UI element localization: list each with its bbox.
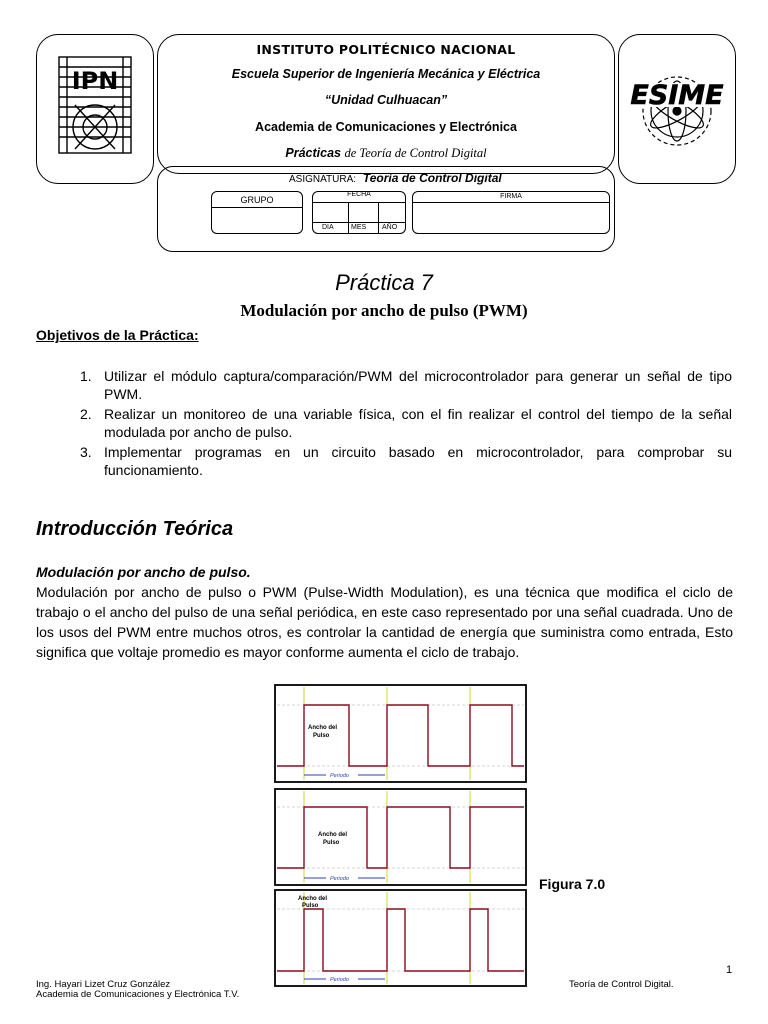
pwm-panel-2 [275, 789, 526, 885]
panel1-label-2: Pulso [313, 733, 330, 739]
objectives-list [80, 368, 732, 479]
date-field[interactable] [312, 191, 406, 234]
school-name: Escuela Superior de Ingeniería Mecánica y Eléctrica [231, 67, 541, 81]
date-label: FECHA [347, 191, 371, 198]
esime-logo-box [618, 34, 736, 184]
esime-logo [622, 59, 732, 159]
academy-name: Academia de Comunicaciones y Electrónica [255, 120, 517, 134]
pwm-panel-1 [275, 685, 526, 782]
period-label-3: Periodo [330, 977, 349, 983]
footer-academy: Academia de Comunicaciones y Electrónica T.V. [36, 989, 240, 1000]
group-field[interactable] [211, 191, 303, 234]
month-label: MES [351, 224, 367, 231]
panel3-label-1: Ancho del [298, 896, 328, 902]
svg-text:IPN: IPN [71, 67, 119, 95]
panel3-label-2: Pulso [302, 903, 319, 909]
pwm-figure [272, 682, 532, 988]
period-label-1: Periodo [330, 773, 349, 779]
footer-course: Teoría de Control Digital. [569, 979, 674, 990]
day-label: DIA [322, 224, 334, 231]
practices-prefix: Prácticas [285, 146, 341, 160]
panel2-label-2: Pulso [323, 840, 340, 846]
objective-item [80, 406, 732, 441]
objective-number: 1. [80, 368, 92, 384]
practice-subtitle: Modulación por ancho de pulso (PWM) [240, 301, 528, 320]
objective-item [80, 444, 732, 479]
period-label-2: Periodo [330, 876, 349, 882]
practices-line [157, 146, 615, 161]
practice-title: Práctica 7 [335, 270, 433, 295]
panel2-label-1: Ancho del [318, 832, 348, 838]
svg-text:ESIME: ESIME [630, 80, 724, 111]
subject-label: ASIGNATURA: [289, 174, 357, 185]
pwm-panel-3 [275, 890, 526, 986]
practice-title-wrap [0, 270, 768, 296]
objective-text: Utilizar el módulo captura/comparación/PWM del microcontrolador para generar un señal de tipo PWM. [104, 368, 732, 402]
pwm-heading: Modulación por ancho de pulso. [36, 564, 251, 580]
objective-number: 2. [80, 406, 92, 422]
unit-name: “Unidad Culhuacan” [324, 93, 448, 107]
ipn-logo [45, 47, 145, 167]
institute-name: INSTITUTO POLITÉCNICO NACIONAL [256, 42, 516, 57]
ipn-logo-box [36, 34, 154, 184]
panel1-label-1: Ancho del [308, 725, 338, 731]
figure-caption: Figura 7.0 [539, 876, 606, 892]
pwm-paragraph: Modulación por ancho de pulso o PWM (Pulse-Width Modulation), es una técnica que modifica el ciclo de trabajo o el ancho del pulso de una señal periódica, en este caso representado por una señal cuadrada. Uno de los usos del PWM entre muchos otros, es controlar la cantidad de energía que suministra como entrada, Esto significa que voltaje promedio es mayor conforme aumenta el ciclo de trabajo. [36, 584, 733, 660]
intro-heading: Introducción Teórica [36, 518, 234, 540]
objective-text: Realizar un monitoreo de una variable física, con el fin realizar el control del tiempo de la señal modulada por ancho de pulso. [104, 406, 732, 440]
group-label: GRUPO [240, 195, 274, 205]
year-label: AÑO [382, 224, 398, 231]
signature-label: FIRMA [500, 193, 522, 200]
page-number: 1 [726, 964, 733, 976]
objective-number: 3. [80, 444, 92, 460]
footer-author: Ing. Hayari Lizet Cruz González [36, 979, 171, 990]
subject-line [289, 171, 502, 185]
objective-text: Implementar programas en un circuito basado en microcontrolador, para comprobar su funcionamiento. [104, 444, 732, 478]
objective-item [80, 368, 732, 403]
subject-value: Teoría de Control Digital [362, 171, 502, 185]
practices-suffix: de Teoría de Control Digital [344, 146, 487, 160]
signature-field[interactable] [412, 191, 610, 234]
objectives-heading: Objetivos de la Práctica: [36, 327, 199, 343]
